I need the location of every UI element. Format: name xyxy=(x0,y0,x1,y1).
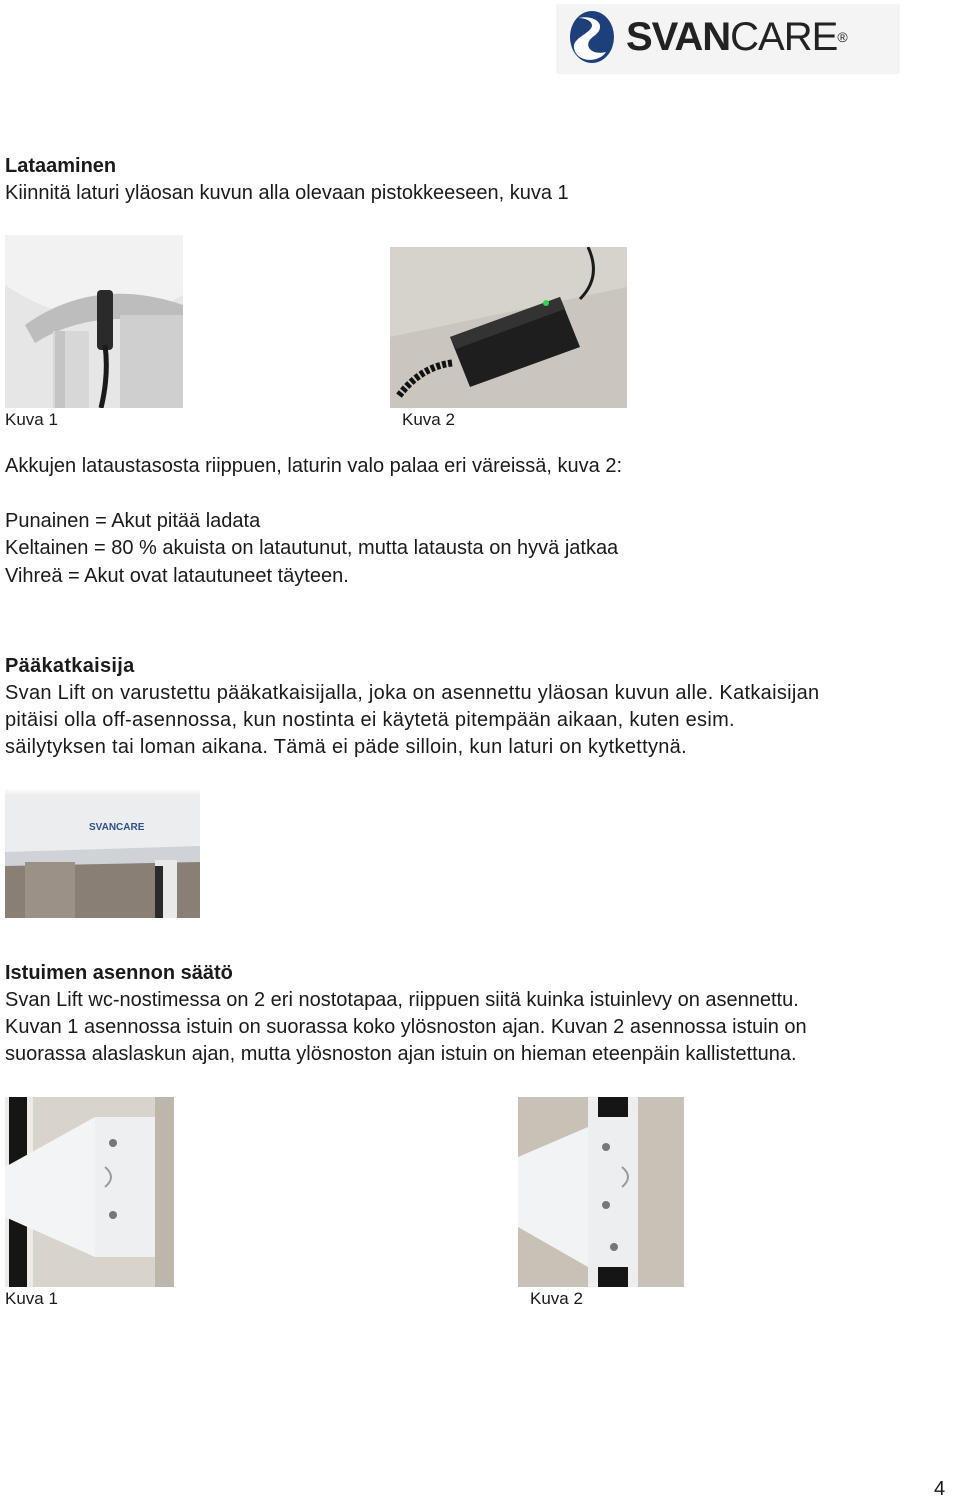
logo-text-care: CARE xyxy=(730,15,838,59)
seat-position-line-1: Svan Lift wc-nostimessa on 2 eri nostotapaa, riippuen siitä kuinka istuinlevy on asennettu. xyxy=(5,989,799,1011)
state-yellow: Keltainen = 80 % akuista on latautunut, mutta latausta on hyvä jatkaa xyxy=(5,537,619,559)
logo-registered: ® xyxy=(837,29,847,45)
page-number: 4 xyxy=(934,1478,946,1500)
caption-seat-kuva-2: Kuva 2 xyxy=(530,1289,583,1308)
main-switch-line-3: säilytyksen tai loman aikana. Tämä ei päde silloin, kun laturi on kytkettynä. xyxy=(5,736,687,758)
state-green: Vihreä = Akut ovat latautuneet täyteen. xyxy=(5,565,349,587)
seat-position-2-photo xyxy=(518,1097,684,1287)
charging-lead: Akkujen lataustasosta riippuen, laturin valo palaa eri väreissä, kuva 2: xyxy=(5,455,623,477)
seat-position-heading: Istuimen asennon säätö xyxy=(5,962,233,984)
caption-kuva-2: Kuva 2 xyxy=(402,410,455,429)
caption-kuva-1: Kuva 1 xyxy=(5,410,58,429)
svancare-logo xyxy=(556,4,900,74)
logo-text-svan: SVAN xyxy=(626,15,731,59)
main-switch-heading: Pääkatkaisija xyxy=(5,655,135,677)
main-switch-line-2: pitäisi olla off-asennossa, kun nostinta ei käytetä pitempään aikaan, kuten esim. xyxy=(5,709,735,731)
logo-wordmark xyxy=(626,14,847,60)
seat-position-line-3: suorassa alaslaskun ajan, mutta ylösnoston ajan istuin on hieman eteenpäin kallistettuna. xyxy=(5,1043,797,1065)
caption-seat-kuva-1: Kuva 1 xyxy=(5,1289,58,1308)
photo-logo-text: SVANCARE xyxy=(89,822,145,833)
seat-position-line-2: Kuvan 1 asennossa istuin on suorassa koko ylösnoston ajan. Kuvan 2 asennossa istuin on xyxy=(5,1016,807,1038)
charging-heading: Lataaminen xyxy=(5,155,117,177)
state-red: Punainen = Akut pitää ladata xyxy=(5,510,261,532)
main-switch-line-1: Svan Lift on varustettu pääkatkaisijalla, joka on asennettu yläosan kuvun alle. Katkaisijan xyxy=(5,682,820,704)
charging-intro: Kiinnitä laturi yläosan kuvun alla olevaan pistokkeeseen, kuva 1 xyxy=(5,182,569,204)
charger-adapter-photo xyxy=(390,247,627,408)
seat-position-1-photo xyxy=(5,1097,174,1287)
charger-plug-photo xyxy=(5,235,183,408)
main-switch-photo xyxy=(5,790,200,918)
